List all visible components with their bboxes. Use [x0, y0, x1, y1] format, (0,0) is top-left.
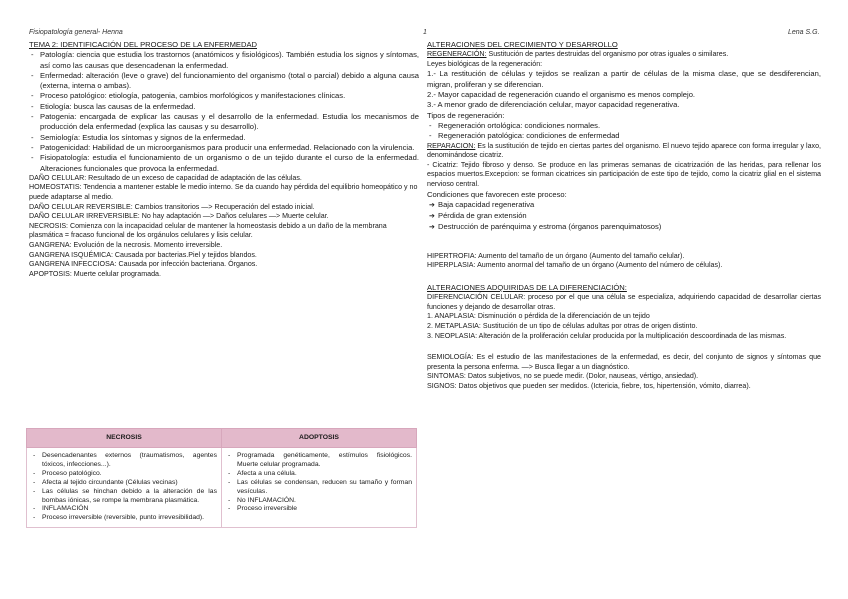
list-item: - Afecta al tejido circundante (Células vecinas)	[31, 479, 217, 488]
bullet-proceso: - Proceso patológico: etiología, patogenia, cambios morfológicos y manifestaciones clínicas.	[29, 91, 419, 101]
right-column	[427, 40, 821, 392]
table-header-necrosis: NECROSIS	[27, 429, 222, 448]
right-title: ALTERACIONES DEL CRECIMIENTO Y DESARROLLO	[427, 40, 618, 49]
signos-def: SIGNOS: Datos objetivos que pueden ser medidos. (Ictericia, fiebre, tos, hipertensión, vómito, diarrea).	[427, 381, 751, 390]
regeneracion-label: REGENERACIÓN:	[427, 50, 487, 59]
semiologia-def: SEMIOLOGÍA: Es el estudio de las manifestaciones de la enfermedad, es decir, del conjunto de signos y síntomas que presenta la persona enferma. —> Busca llegar a un diagnóstico.	[427, 353, 821, 371]
leyes-heading: Leyes biológicas de la regeneración:	[427, 59, 543, 68]
condicion-1: ➔ Baja capacidad regenerativa	[427, 200, 821, 211]
neoplasia-def: 3. NEOPLASIA: Alteración de la proliferación celular producida por la multiplicación descoordinada de las mismas.	[427, 331, 787, 340]
header-left: Fisiopatología general- Henna	[29, 29, 123, 36]
condiciones-heading: Condiciones que favorecen este proceso:	[427, 189, 567, 199]
necrosis-apoptosis-table	[26, 428, 417, 528]
def-homeostasis: HOMEOSTATIS: Tendencia a mantener estable le medio interno. Se da cuando hay pérdida del equilibrio homeopático y no puede adaptarse al medio.	[29, 183, 418, 202]
ley-3: 3.- A menor grado de diferenciación celular, mayor capacidad regenerativa.	[427, 100, 680, 110]
def-gangrena-isquemica: GANGRENA ISQUÉMICA: Causada por bacterias.Piel y tejidos blandos.	[29, 250, 257, 259]
table-header-apoptosis: ADOPTOSIS	[222, 429, 417, 448]
header-right: Lena S.G.	[788, 29, 820, 36]
list-item: - Proceso irreversible (reversible, punto irrevesibilidad).	[31, 514, 217, 523]
diferenciacion-def: DIFERENCIACIÓN CELULAR: proceso por el que una célula se especializa, adquiriendo capacidad de desarrollar ciertas funciones y dejando de desarrollar otras.	[427, 293, 821, 311]
def-apoptosis: APOPTOSIS: Muerte celular programada.	[29, 269, 161, 278]
tipo-patologica: - Regeneración patológica: condiciones de enfermedad	[427, 131, 821, 141]
left-title: TEMA 2: IDENTIFICACIÓN DEL PROCESO DE LA ENFERMEDAD	[29, 40, 257, 49]
necrosis-cell	[27, 448, 222, 528]
list-item: - Afecta a una célula.	[226, 470, 412, 479]
diferenciacion-title: ALTERACIONES ADQUIRIDAS DE LA DIFERENCIACIÓN:	[427, 282, 627, 292]
bullet-etiologia: - Etiología: busca las causas de la enfermedad.	[29, 102, 419, 112]
condicion-2: ➔ Pérdida de gran extensión	[427, 211, 821, 222]
regeneracion-text: Sustitución de partes destruidas del organismo por otras iguales o similares.	[486, 50, 729, 59]
def-dano-reversible: DAÑO CELULAR REVERSIBLE: Cambios transitorios —> Recuperación del estado inicial.	[29, 202, 315, 211]
bullet-fisiopatologia: - Fisiopatología: estudia el funcionamiento de un organismo o de un tejido durante el curso de la enfermedad. Alteraciones funcionales que provoca la enfermedad.	[29, 153, 419, 174]
bullet-enfermedad: - Enfermedad: alteración (leve o grave) del funcionamiento del organismo (total o parcial) debido a alguna causa (externa, interna o ambas).	[29, 71, 419, 92]
list-item: - No INFLAMACIÓN.	[226, 497, 412, 506]
anaplasia-def: 1. ANAPLASIA: Disminución o pérdida de la diferenciación de un tejido	[427, 312, 650, 321]
list-item: - Las células se hinchan debido a la alteración de las bombas iónicas, se rompe la membrana plasmática.	[31, 488, 217, 506]
left-column	[29, 40, 419, 279]
def-dano-irreversible: DAÑO CELULAR IRREVERSIBLE: No hay adaptación —> Daños celulares —> Muerte celular.	[29, 212, 329, 221]
ley-2: 2.- Mayor capacidad de regeneración cuando el organismo es menos complejo.	[427, 90, 696, 100]
condicion-3: ➔ Destrucción de parénquima y estroma (órganos parenquimatosos)	[427, 222, 821, 233]
tipo-ortologica: - Regeneración ortológica: condiciones normales.	[427, 121, 821, 131]
reparacion-label: REPARACION:	[427, 141, 476, 150]
list-item: - Programada genéticamente, estímulos fisiológicos. Muerte celular programada.	[226, 452, 412, 470]
cicatriz-text: - Cicatriz: Tejido fibroso y denso. Se produce en las primeras semanas de cicatrización de las heridas, para rellenar los espacios muertos.Excepcion: se forman cicatrices sin participación de este tipo de tejido, como la cicatriz glial en el sistema nervioso central.	[427, 160, 821, 188]
def-gangrena: GANGRENA: Evolución de la necrosis. Momento irreversible.	[29, 241, 223, 250]
page-number: 1	[423, 29, 427, 36]
sintomas-def: SINTOMAS: Datos subjetivos, no se puede medir. (Dolor, nauseas, vértigo, ansiedad).	[427, 372, 699, 381]
def-gangrena-infecciosa: GANGRENA INFECCIOSA: Causada por infección bacteriana. Órganos.	[29, 260, 258, 269]
hiperplasia-def: HIPERPLASIA: Aumento anormal del tamaño de un órgano (Aumento del número de células).	[427, 261, 723, 270]
reparacion-text: Es la sustitución de tejido en ciertas partes del organismo. El nuevo tejido aparece con forma irregular y laxo, denominándose cicatriz.	[427, 141, 821, 160]
bullet-patologia: - Patología: ciencia que estudia los trastornos (anatómicos y fisiológicos). También estudia los signos y síntomas, así como las causas que desencadenan la enfermedad.	[29, 50, 419, 71]
list-item: - Las células se condensan, reducen su tamaño y forman vesículas.	[226, 479, 412, 497]
bullet-semiologia: - Semiología: Estudia los síntomas y signos de la enfermedad.	[29, 133, 419, 143]
apoptosis-cell	[222, 448, 417, 528]
list-item: - INFLAMACIÓN	[31, 505, 217, 514]
def-necrosis: NECROSIS: Comienza con la incapacidad celular de mantener la homeostasis debido a un daño de la membrana plasmática = fracaso funcional de los orgánulos celulares y lisis celular.	[29, 221, 387, 240]
list-item: - Proceso patológico.	[31, 470, 217, 479]
tipos-heading: Tipos de regeneración:	[427, 110, 505, 120]
hipertrofia-def: HIPERTROFIA: Aumento del tamaño de un órgano (Aumento del tamaño celular).	[427, 251, 685, 260]
list-item: - Desencadenantes externos (traumatismos, agentes tóxicos, infecciones...).	[31, 452, 217, 470]
bullet-patogenia: - Patogenia: encargada de explicar las causas y el desarrollo de la enfermedad. Estudia los mecanismos de producción dela enfermedad (explica las causas y su desarrollo).	[29, 112, 419, 133]
def-dano-celular: DAÑO CELULAR: Resultado de un exceso de capacidad de adaptación de las células.	[29, 173, 302, 182]
metaplasia-def: 2. METAPLASIA: Sustitución de un tipo de células adultas por otras de origen distinto.	[427, 321, 698, 330]
list-item: - Proceso irreversible	[226, 505, 412, 514]
ley-1: 1.- La restitución de células y tejidos se realizan a partir de células de la misma clase, que se desdiferencian, migran, proliferan y se diferencian.	[427, 69, 821, 89]
bullet-patogenicidad: - Patogenicidad: Habilidad de un microorganismos para producir una enfermedad. Relacionado con la virulencia.	[29, 143, 419, 153]
